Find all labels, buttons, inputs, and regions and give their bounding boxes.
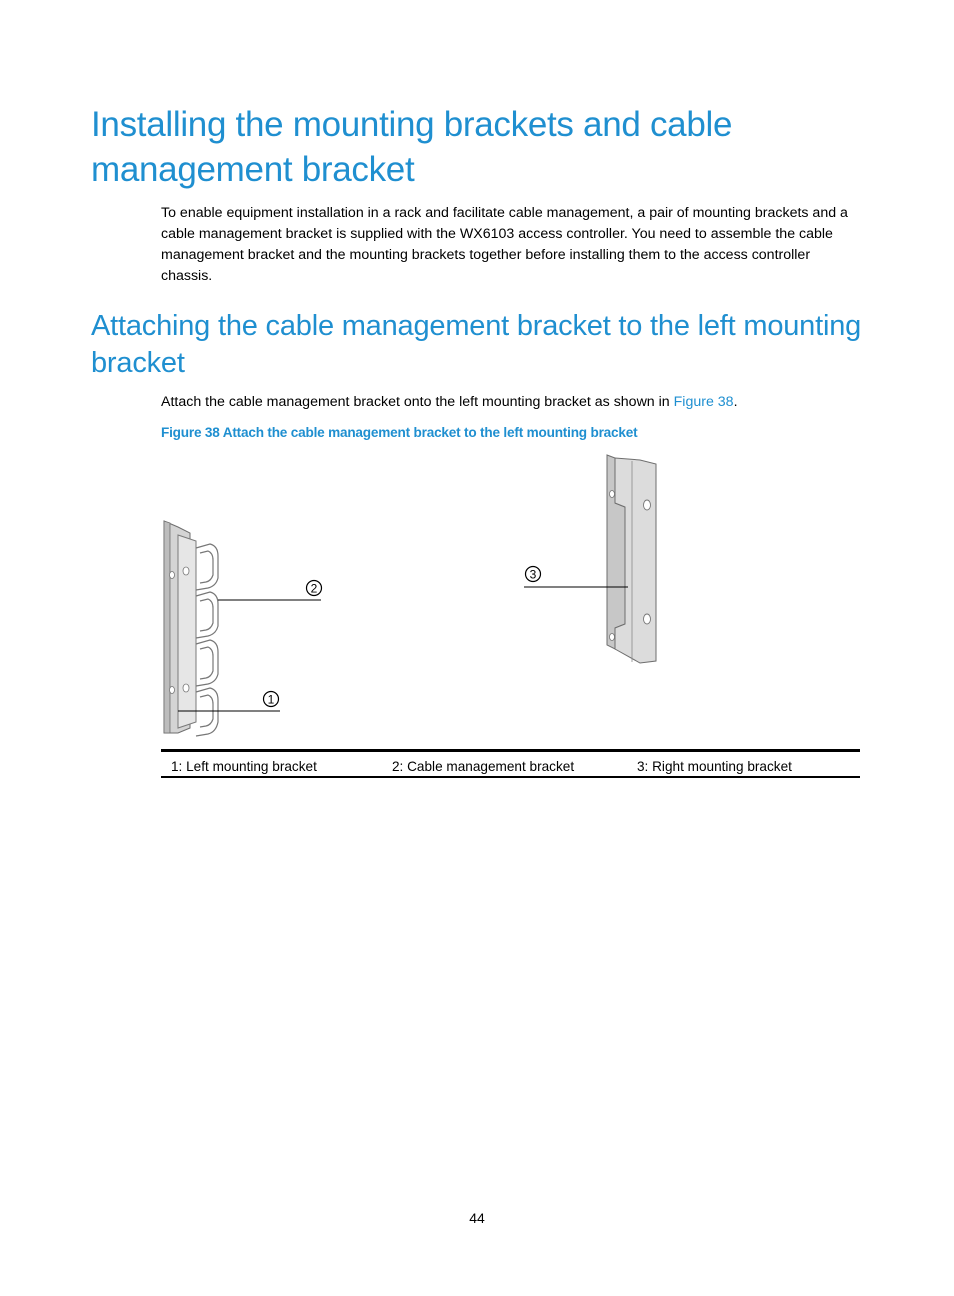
legend-item-cable-bracket: 2: Cable management bracket bbox=[392, 759, 575, 774]
svg-text:2: 2 bbox=[310, 581, 318, 596]
section-heading-2: Attaching the cable management bracket to the left mounting bracket bbox=[91, 310, 862, 379]
left-mounting-bracket-illustration bbox=[164, 521, 321, 736]
legend-item-right-bracket: 3: Right mounting bracket bbox=[637, 759, 792, 774]
intro-paragraph: To enable equipment installation in a rack and facilitate cable management, a pair of mounting brackets and a cable management bracket is supplied with the WX6103 access controller. You need to assemble the cable management bracket and the mounting brackets together before installing them to the access controller chassis. bbox=[161, 205, 848, 284]
callout-3 bbox=[526, 567, 541, 582]
callout-1 bbox=[264, 692, 279, 707]
callout-2 bbox=[307, 581, 322, 596]
legend-item-left-bracket: 1: Left mounting bracket bbox=[171, 759, 317, 774]
attach-text-end: . bbox=[733, 394, 738, 410]
svg-text:3: 3 bbox=[529, 567, 537, 582]
page-heading-1: Installing the mounting brackets and cable management bracket bbox=[91, 105, 733, 189]
right-mounting-bracket-illustration bbox=[524, 455, 656, 663]
svg-text:1: 1 bbox=[267, 692, 275, 707]
page-number: 44 bbox=[469, 1210, 485, 1226]
figure-legend-table bbox=[161, 749, 860, 778]
figure-38-link[interactable]: Figure 38 bbox=[673, 394, 734, 410]
attach-text: Attach the cable management bracket onto the left mounting bracket as shown in bbox=[161, 394, 674, 410]
figure-caption: Figure 38 Attach the cable management bracket to the left mounting bracket bbox=[161, 425, 638, 440]
